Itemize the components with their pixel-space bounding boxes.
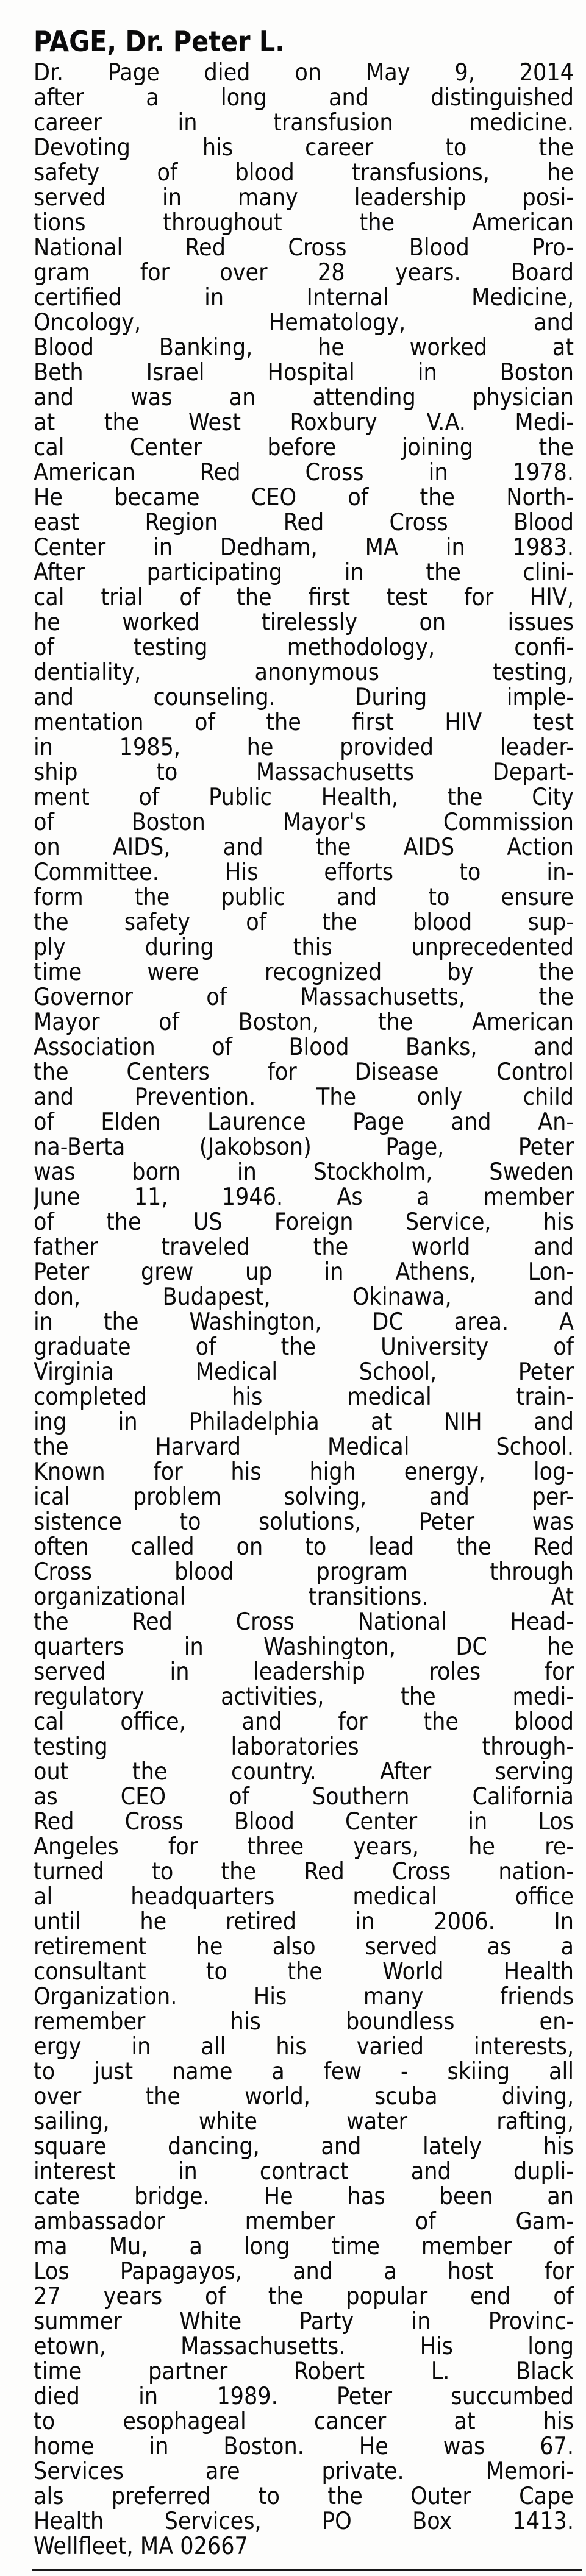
obituary-line: was born in Stockholm, Sweden <box>34 1160 574 1185</box>
obituary-line: cal Center before joining the <box>34 435 574 460</box>
obituary-line: Services are private. Memori- <box>34 2459 574 2484</box>
obituary-line: Angeles for three years, he re- <box>34 1834 574 1859</box>
obituary-line: sailing, white water rafting, <box>34 2109 574 2134</box>
obituary-line: of testing methodology, confi- <box>34 635 574 660</box>
obituary-line: of the US Foreign Service, his <box>34 1210 574 1235</box>
obituary-line: Red Cross Blood Center in Los <box>34 1809 574 1834</box>
obituary-line: ambassador member of Gam- <box>34 2209 574 2234</box>
obituary-line: dentiality, anonymous testing, <box>34 660 574 685</box>
obituary-line: National Red Cross Blood Pro- <box>34 235 574 260</box>
obituary-line: na-Berta (Jakobson) Page, Peter <box>34 1135 574 1160</box>
obituary-line: Committee. His efforts to in- <box>34 860 574 885</box>
obituary-line: of Elden Laurence Page and An- <box>34 1110 574 1135</box>
obituary-line: safety of blood transfusions, he <box>34 160 574 185</box>
obituary-line: Cross blood program through <box>34 1559 574 1584</box>
obituary-line: as CEO of Southern California <box>34 1784 574 1809</box>
obituary-line: out the country. After serving <box>34 1759 574 1784</box>
obituary-line: square dancing, and lately his <box>34 2134 574 2159</box>
obituary-line: retirement he also served as a <box>34 1934 574 1959</box>
obituary-line: etown, Massachusetts. His long <box>34 2334 574 2359</box>
obituary-line: the Centers for Disease Control <box>34 1060 574 1085</box>
obituary-line: Organization. His many friends <box>34 1984 574 2009</box>
obituary-line: cate bridge. He has been an <box>34 2184 574 2209</box>
obituary-line: consultant to the World Health <box>34 1959 574 1984</box>
obituary-title: PAGE, Dr. Peter L. <box>34 25 285 58</box>
obituary-line: June 11, 1946. As a member <box>34 1185 574 1210</box>
obituary-line: Beth Israel Hospital in Boston <box>34 360 574 385</box>
obituary-body <box>34 60 574 2559</box>
obituary-line: in 1985, he provided leader- <box>34 735 574 760</box>
obituary-line: He became CEO of the North- <box>34 485 574 510</box>
obituary-line: Governor of Massachusetts, the <box>34 985 574 1010</box>
obituary-line: Known for his high energy, log- <box>34 1460 574 1485</box>
obituary-line: the Red Cross National Head- <box>34 1609 574 1634</box>
obituary-line: Health Services, PO Box 1413. <box>34 2509 574 2534</box>
obituary-line: served in many leadership posi- <box>34 185 574 210</box>
obituary-line: ing in Philadelphia at NIH and <box>34 1410 574 1435</box>
obituary-line: graduate of the University of <box>34 1335 574 1360</box>
obituary-line: form the public and to ensure <box>34 885 574 910</box>
obituary-line: summer White Party in Provinc- <box>34 2309 574 2334</box>
obituary-line: After participating in the clini- <box>34 560 574 585</box>
obituary-line: regulatory activities, the medi- <box>34 1684 574 1709</box>
obituary-line: to just name a few - skiing all <box>34 2059 574 2084</box>
obituary-line: and counseling. During imple- <box>34 685 574 710</box>
obituary-line: Los Papagayos, and a host for <box>34 2259 574 2284</box>
obituary-line: and was an attending physician <box>34 385 574 410</box>
obituary-line: Mayor of Boston, the American <box>34 1010 574 1035</box>
obituary-line: time partner Robert L. Black <box>34 2359 574 2384</box>
obituary-line: over the world, scuba diving, <box>34 2084 574 2109</box>
obituary-line: in the Washington, DC area. A <box>34 1310 574 1335</box>
obituary-line: ical problem solving, and per- <box>34 1485 574 1510</box>
obituary-line: at the West Roxbury V.A. Medi- <box>34 410 574 435</box>
obituary-line: completed his medical train- <box>34 1385 574 1410</box>
obituary-line: on AIDS, and the AIDS Action <box>34 835 574 860</box>
obituary-line: ply during this unprecedented <box>34 935 574 960</box>
obituary-line: al headquarters medical office <box>34 1884 574 1909</box>
obituary-line: Wellfleet, MA 02667 <box>34 2534 248 2559</box>
obituary-line: Peter grew up in Athens, Lon- <box>34 1260 574 1285</box>
obituary-line: cal trial of the first test for HIV, <box>34 585 574 610</box>
obituary-line: after a long and distinguished <box>34 85 574 110</box>
obituary-line: ship to Massachusetts Depart- <box>34 760 574 785</box>
obituary-line: als preferred to the Outer Cape <box>34 2484 574 2509</box>
obituary-line: organizational transitions. At <box>34 1584 574 1609</box>
obituary-line: ergy in all his varied interests, <box>34 2034 574 2059</box>
obituary-line: served in leadership roles for <box>34 1659 574 1684</box>
obituary-line: east Region Red Cross Blood <box>34 510 574 535</box>
obituary-line: Association of Blood Banks, and <box>34 1035 574 1060</box>
obituary-line: don, Budapest, Okinawa, and <box>34 1285 574 1310</box>
obituary-line: home in Boston. He was 67. <box>34 2434 574 2459</box>
obituary-line: ma Mu, a long time member of <box>34 2234 574 2259</box>
obituary-line: the safety of the blood sup- <box>34 910 574 935</box>
obituary-line: and Prevention. The only child <box>34 1085 574 1110</box>
obituary-line: Blood Banking, he worked at <box>34 335 574 360</box>
obituary-line: career in transfusion medicine. <box>34 110 574 135</box>
obituary-line: sistence to solutions, Peter was <box>34 1510 574 1535</box>
obituary-line: often called on to lead the Red <box>34 1535 574 1559</box>
obituary-line: ment of Public Health, the City <box>34 785 574 810</box>
obituary-line: to esophageal cancer at his <box>34 2409 574 2434</box>
obituary-line: certified in Internal Medicine, <box>34 285 574 310</box>
obituary-line: remember his boundless en- <box>34 2009 574 2034</box>
obituary-line: cal office, and for the blood <box>34 1709 574 1734</box>
obituary-line: died in 1989. Peter succumbed <box>34 2384 574 2409</box>
obituary-line: gram for over 28 years. Board <box>34 260 574 285</box>
obituary-line: father traveled the world and <box>34 1235 574 1260</box>
obituary-line: mentation of the first HIV test <box>34 710 574 735</box>
obituary-line: Devoting his career to the <box>34 135 574 160</box>
obituary-line: Dr. Page died on May 9, 2014 <box>34 60 574 85</box>
obituary-line: Center in Dedham, MA in 1983. <box>34 535 574 560</box>
obituary-line: time were recognized by the <box>34 960 574 985</box>
obituary-line: of Boston Mayor's Commission <box>34 810 574 835</box>
obituary-line: Virginia Medical School, Peter <box>34 1360 574 1385</box>
obituary-line: he worked tirelessly on issues <box>34 610 574 635</box>
obituary-line: quarters in Washington, DC he <box>34 1634 574 1659</box>
obituary-line: American Red Cross in 1978. <box>34 460 574 485</box>
obituary-line: tions throughout the American <box>34 210 574 235</box>
obituary-line: until he retired in 2006. In <box>34 1909 574 1934</box>
obituary-line: interest in contract and dupli- <box>34 2159 574 2184</box>
obituary-line: Oncology, Hematology, and <box>34 310 574 335</box>
obituary-line: turned to the Red Cross nation- <box>34 1859 574 1884</box>
bottom-divider <box>32 2569 582 2571</box>
obituary-line: the Harvard Medical School. <box>34 1435 574 1460</box>
obituary-line: testing laboratories through- <box>34 1734 574 1759</box>
obituary-line: 27 years of the popular end of <box>34 2284 574 2309</box>
